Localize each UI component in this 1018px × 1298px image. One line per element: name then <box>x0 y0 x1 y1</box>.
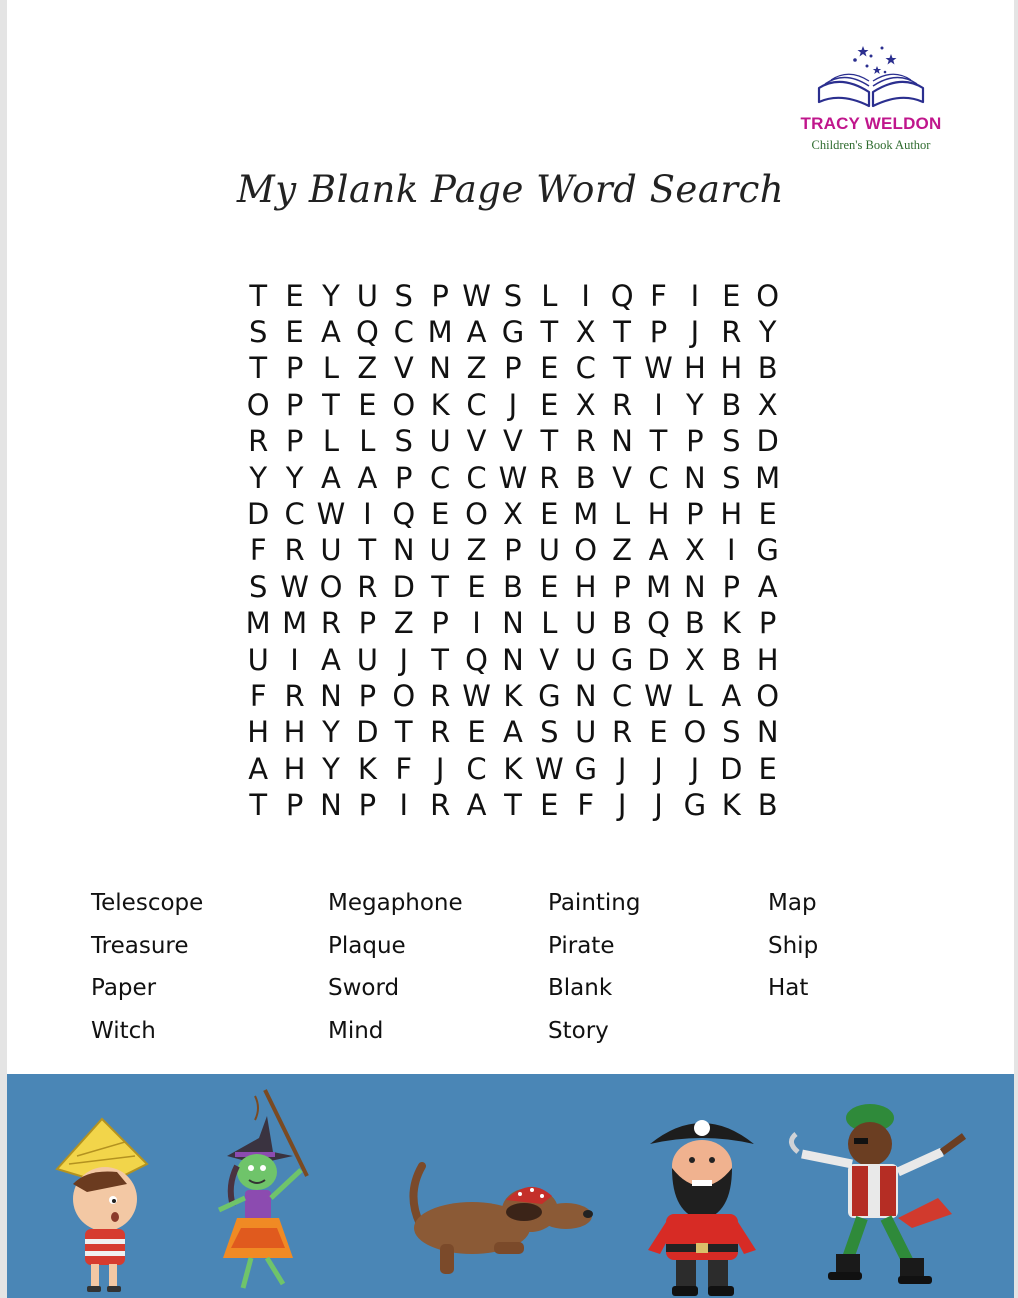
word-list-item: Mind <box>328 1017 384 1044</box>
grid-letter: C <box>466 751 487 786</box>
grid-letter: P <box>686 497 704 532</box>
grid-letter: N <box>502 642 524 677</box>
grid-letter: O <box>465 497 488 532</box>
grid-letter: R <box>284 678 305 713</box>
grid-letter: E <box>540 497 559 532</box>
grid-letter: I <box>399 788 409 823</box>
pirate-with-hook-illustration <box>782 1094 982 1294</box>
grid-letter: R <box>430 678 451 713</box>
grid-letter: Y <box>322 278 340 313</box>
grid-letter: L <box>614 497 631 532</box>
grid-letter: P <box>722 569 741 604</box>
grid-letter: R <box>721 315 742 350</box>
grid-letter: W <box>462 278 491 313</box>
grid-letter: O <box>392 387 416 422</box>
grid-letter: X <box>575 315 596 350</box>
grid-letter: A <box>757 569 778 604</box>
grid-letter: W <box>534 751 564 786</box>
grid-letter: H <box>720 351 743 386</box>
grid-letter: J <box>435 751 445 786</box>
grid-letter: A <box>321 460 341 495</box>
grid-letter: W <box>644 351 673 386</box>
grid-letter: S <box>394 278 413 313</box>
grid-letter: H <box>720 497 743 532</box>
grid-letter: T <box>358 533 377 568</box>
grid-letter: S <box>722 424 741 459</box>
grid-letter: H <box>283 715 306 750</box>
grid-letter: V <box>539 642 560 677</box>
grid-letter: T <box>431 569 449 604</box>
word-list-item: Pirate <box>548 932 615 959</box>
grid-letter: A <box>357 460 378 495</box>
grid-letter: N <box>392 533 415 568</box>
grid-letter: U <box>429 424 451 459</box>
grid-letter: S <box>248 569 268 604</box>
grid-letter: T <box>431 642 449 677</box>
illustration-banner <box>7 1074 1014 1298</box>
word-list-item: Hat <box>768 975 809 1001</box>
grid-letter: R <box>248 424 269 459</box>
grid-letter: H <box>756 642 779 677</box>
word-list <box>91 890 971 1060</box>
grid-letter: P <box>285 351 304 386</box>
grid-letter: T <box>249 351 268 386</box>
grid-letter: E <box>758 497 777 532</box>
grid-letter: O <box>246 387 270 422</box>
grid-letter: Q <box>392 497 416 532</box>
witch-with-broom-illustration <box>197 1086 327 1296</box>
grid-letter: B <box>721 387 742 422</box>
grid-letter: I <box>290 642 299 677</box>
grid-letter: T <box>249 278 268 313</box>
worksheet-page <box>7 0 1014 1298</box>
grid-letter: C <box>611 678 633 713</box>
grid-letter: G <box>574 751 597 786</box>
grid-letter: Y <box>249 460 268 495</box>
grid-letter: S <box>540 715 559 750</box>
grid-letter: T <box>540 424 559 459</box>
grid-letter: K <box>503 678 523 713</box>
grid-letter: I <box>690 278 700 313</box>
grid-letter: Z <box>393 606 414 641</box>
logo-tagline: Children's Book Author <box>811 138 931 152</box>
grid-letter: M <box>427 315 453 350</box>
grid-letter: M <box>573 497 599 532</box>
word-list-item: Megaphone <box>328 890 463 916</box>
grid-letter: J <box>690 751 700 786</box>
grid-letter: P <box>285 424 304 459</box>
grid-letter: D <box>647 642 670 677</box>
grid-letter: T <box>613 315 631 350</box>
grid-letter: V <box>612 460 633 495</box>
grid-letter: R <box>430 715 451 750</box>
grid-letter: J <box>508 387 518 422</box>
grid-letter: M <box>245 606 271 641</box>
grid-letter: C <box>575 351 596 386</box>
grid-letter: Q <box>610 278 634 313</box>
grid-letter: J <box>617 788 627 823</box>
grid-letter: B <box>757 351 778 386</box>
grid-letter: W <box>498 460 528 495</box>
grid-letter: O <box>319 569 343 604</box>
grid-letter: D <box>247 497 270 532</box>
grid-letter: P <box>285 387 304 422</box>
grid-letter: O <box>756 678 780 713</box>
grid-letter: C <box>284 497 305 532</box>
grid-letter: X <box>502 497 523 532</box>
grid-letter: W <box>644 678 673 713</box>
grid-letter: W <box>316 497 346 532</box>
grid-letter: D <box>720 751 743 786</box>
grid-letter: L <box>359 424 376 459</box>
grid-letter: Q <box>465 642 488 677</box>
grid-letter: I <box>581 278 590 313</box>
grid-letter: P <box>649 315 668 350</box>
grid-letter: T <box>394 715 413 750</box>
grid-letter: U <box>247 642 269 677</box>
grid-letter: A <box>648 533 669 568</box>
grid-letter: R <box>430 788 451 823</box>
grid-letter: N <box>320 788 342 823</box>
grid-letter: C <box>430 460 451 495</box>
grid-letter: A <box>721 678 742 713</box>
grid-letter: B <box>757 788 778 823</box>
word-list-item <box>768 1018 968 1061</box>
word-list-item: Ship <box>768 932 819 959</box>
grid-letter: P <box>758 606 777 641</box>
grid-letter: T <box>504 788 522 823</box>
grid-letter: J <box>399 642 409 677</box>
grid-letter: K <box>721 606 741 641</box>
grid-letter: P <box>504 533 522 568</box>
grid-letter: U <box>575 642 597 677</box>
grid-letter: A <box>321 315 341 350</box>
grid-letter: E <box>722 278 741 313</box>
grid-letter: S <box>722 715 741 750</box>
word-search-grid <box>240 278 786 824</box>
grid-letter: T <box>540 315 559 350</box>
grid-letter: J <box>690 315 700 350</box>
grid-letter: N <box>429 351 451 386</box>
grid-letter: P <box>358 606 377 641</box>
grid-letter: E <box>430 497 450 532</box>
grid-letter: I <box>363 497 372 532</box>
logo-author-name: TRACY WELDON <box>800 114 942 133</box>
grid-letter: G <box>756 533 779 568</box>
grid-letter: I <box>472 606 481 641</box>
grid-letter: R <box>320 606 342 641</box>
grid-letter: B <box>575 460 596 495</box>
grid-letter: G <box>501 315 525 350</box>
grid-letter: O <box>756 278 780 313</box>
grid-letter: X <box>684 642 705 677</box>
grid-letter: K <box>721 788 741 823</box>
grid-letter: E <box>285 278 304 313</box>
grid-letter: Y <box>686 387 704 422</box>
grid-letter: Z <box>466 351 487 386</box>
grid-letter: D <box>392 569 415 604</box>
open-book-stars-icon <box>811 40 931 108</box>
grid-letter: D <box>356 715 379 750</box>
word-list-item: Plaque <box>328 932 406 959</box>
word-list-item: Blank <box>548 975 613 1001</box>
grid-letter: B <box>721 642 742 677</box>
grid-letter: N <box>611 424 633 459</box>
grid-letter: C <box>393 315 414 350</box>
grid-letter: T <box>613 351 631 386</box>
grid-letter: P <box>358 788 377 823</box>
word-list-item: Sword <box>328 975 400 1001</box>
grid-letter: R <box>539 460 560 495</box>
grid-letter: Q <box>355 315 379 350</box>
grid-letter: U <box>538 533 560 568</box>
grid-letter: Y <box>322 751 340 786</box>
grid-letter: T <box>649 424 668 459</box>
grid-letter: R <box>612 715 633 750</box>
grid-letter: Y <box>322 715 340 750</box>
grid-letter: N <box>756 715 779 750</box>
grid-letter: U <box>320 533 342 568</box>
grid-letter: E <box>285 315 304 350</box>
grid-letter: R <box>612 387 633 422</box>
grid-letter: X <box>757 387 778 422</box>
grid-letter: Y <box>758 315 777 350</box>
grid-letter: O <box>574 533 598 568</box>
grid-letter: L <box>541 278 558 313</box>
grid-letter: E <box>540 351 559 386</box>
grid-letter: P <box>613 569 631 604</box>
grid-letter: A <box>466 315 487 350</box>
grid-letter: P <box>504 351 522 386</box>
grid-letter: E <box>649 715 668 750</box>
grid-letter: E <box>467 715 486 750</box>
grid-letter: X <box>575 387 596 422</box>
grid-letter: S <box>503 278 523 313</box>
word-list-item: Painting <box>548 890 641 916</box>
grid-letter: K <box>430 387 450 422</box>
grid-letter: Y <box>285 460 304 495</box>
grid-letter: O <box>683 715 707 750</box>
grid-letter: P <box>395 460 413 495</box>
grid-letter: Z <box>612 533 633 568</box>
word-list-item: Telescope <box>91 890 204 916</box>
grid-letter: L <box>322 424 340 459</box>
grid-letter: X <box>684 533 705 568</box>
grid-letter: W <box>462 678 491 713</box>
grid-letter: P <box>686 424 704 459</box>
grid-letter: P <box>431 606 449 641</box>
grid-letter: C <box>466 460 487 495</box>
grid-letter: V <box>503 424 523 459</box>
grid-letter: T <box>322 387 340 422</box>
grid-letter: F <box>395 751 413 786</box>
grid-letter: E <box>540 569 559 604</box>
grid-letter: L <box>322 351 340 386</box>
grid-letter: S <box>394 424 413 459</box>
grid-letter: P <box>431 278 449 313</box>
grid-letter: B <box>502 569 523 604</box>
grid-letter: E <box>758 751 777 786</box>
author-logo <box>791 40 951 170</box>
grid-letter: O <box>392 678 416 713</box>
grid-letter: A <box>248 751 269 786</box>
grid-letter: Z <box>466 533 487 568</box>
grid-letter: K <box>357 751 377 786</box>
grid-letter: Q <box>647 606 670 641</box>
grid-letter: L <box>541 606 558 641</box>
grid-letter: V <box>466 424 487 459</box>
grid-letter: G <box>610 642 634 677</box>
grid-letter: S <box>248 315 268 350</box>
grid-letter: E <box>467 569 486 604</box>
grid-letter: H <box>574 569 597 604</box>
grid-letter: M <box>645 569 671 604</box>
word-list-item: Story <box>548 1017 609 1044</box>
grid-letter: A <box>503 715 523 750</box>
grid-letter: J <box>617 751 627 786</box>
word-list-item: Paper <box>91 975 157 1001</box>
grid-letter: Z <box>357 351 378 386</box>
grid-letter: H <box>283 751 306 786</box>
grid-letter: N <box>502 606 524 641</box>
grid-letter: E <box>540 387 559 422</box>
grid-letter: L <box>686 678 703 713</box>
grid-letter: D <box>756 424 779 459</box>
grid-letter: R <box>575 424 596 459</box>
grid-letter: E <box>540 788 559 823</box>
grid-letter: P <box>285 788 304 823</box>
grid-letter: E <box>358 387 377 422</box>
grid-letter: B <box>612 606 633 641</box>
grid-letter: N <box>320 678 342 713</box>
grid-letter: U <box>429 533 451 568</box>
grid-letter: H <box>683 351 706 386</box>
grid-letter: F <box>249 678 267 713</box>
grid-letter: H <box>247 715 270 750</box>
grid-letter: A <box>321 642 341 677</box>
grid-letter: U <box>356 278 378 313</box>
grid-letter: J <box>654 751 663 786</box>
grid-letter: T <box>249 788 268 823</box>
word-list-item: Witch <box>91 1017 156 1044</box>
grid-letter: M <box>755 460 781 495</box>
grid-letter: R <box>357 569 378 604</box>
grid-letter: F <box>577 788 595 823</box>
word-list-item: Map <box>768 890 817 916</box>
grid-letter: I <box>726 533 736 568</box>
grid-letter: W <box>280 569 309 604</box>
grid-letter: I <box>654 387 663 422</box>
boy-with-paper-hat-illustration <box>47 1114 157 1294</box>
grid-letter: M <box>282 606 308 641</box>
grid-letter: K <box>503 751 523 786</box>
grid-letter: F <box>650 278 667 313</box>
grid-letter: A <box>466 788 487 823</box>
dog-with-bandana-illustration <box>402 1154 602 1284</box>
word-list-item: Treasure <box>91 932 189 959</box>
grid-letter: U <box>356 642 378 677</box>
grid-letter: J <box>654 788 663 823</box>
page-title: My Blank Page Word Search <box>236 168 785 211</box>
grid-letter: U <box>575 715 597 750</box>
grid-letter: R <box>284 533 305 568</box>
grid-letter: C <box>648 460 669 495</box>
grid-letter: G <box>683 788 707 823</box>
pirate-captain-illustration <box>632 1104 772 1298</box>
grid-letter: F <box>249 533 267 568</box>
grid-letter: N <box>684 460 706 495</box>
grid-letter: S <box>722 460 741 495</box>
grid-letter: U <box>575 606 597 641</box>
grid-letter: G <box>538 678 561 713</box>
grid-letter: B <box>684 606 705 641</box>
grid-letter: V <box>393 351 414 386</box>
grid-letter: P <box>358 678 377 713</box>
grid-letter: H <box>647 497 670 532</box>
grid-letter: N <box>684 569 706 604</box>
grid-letter: C <box>466 387 487 422</box>
grid-letter: N <box>574 678 597 713</box>
